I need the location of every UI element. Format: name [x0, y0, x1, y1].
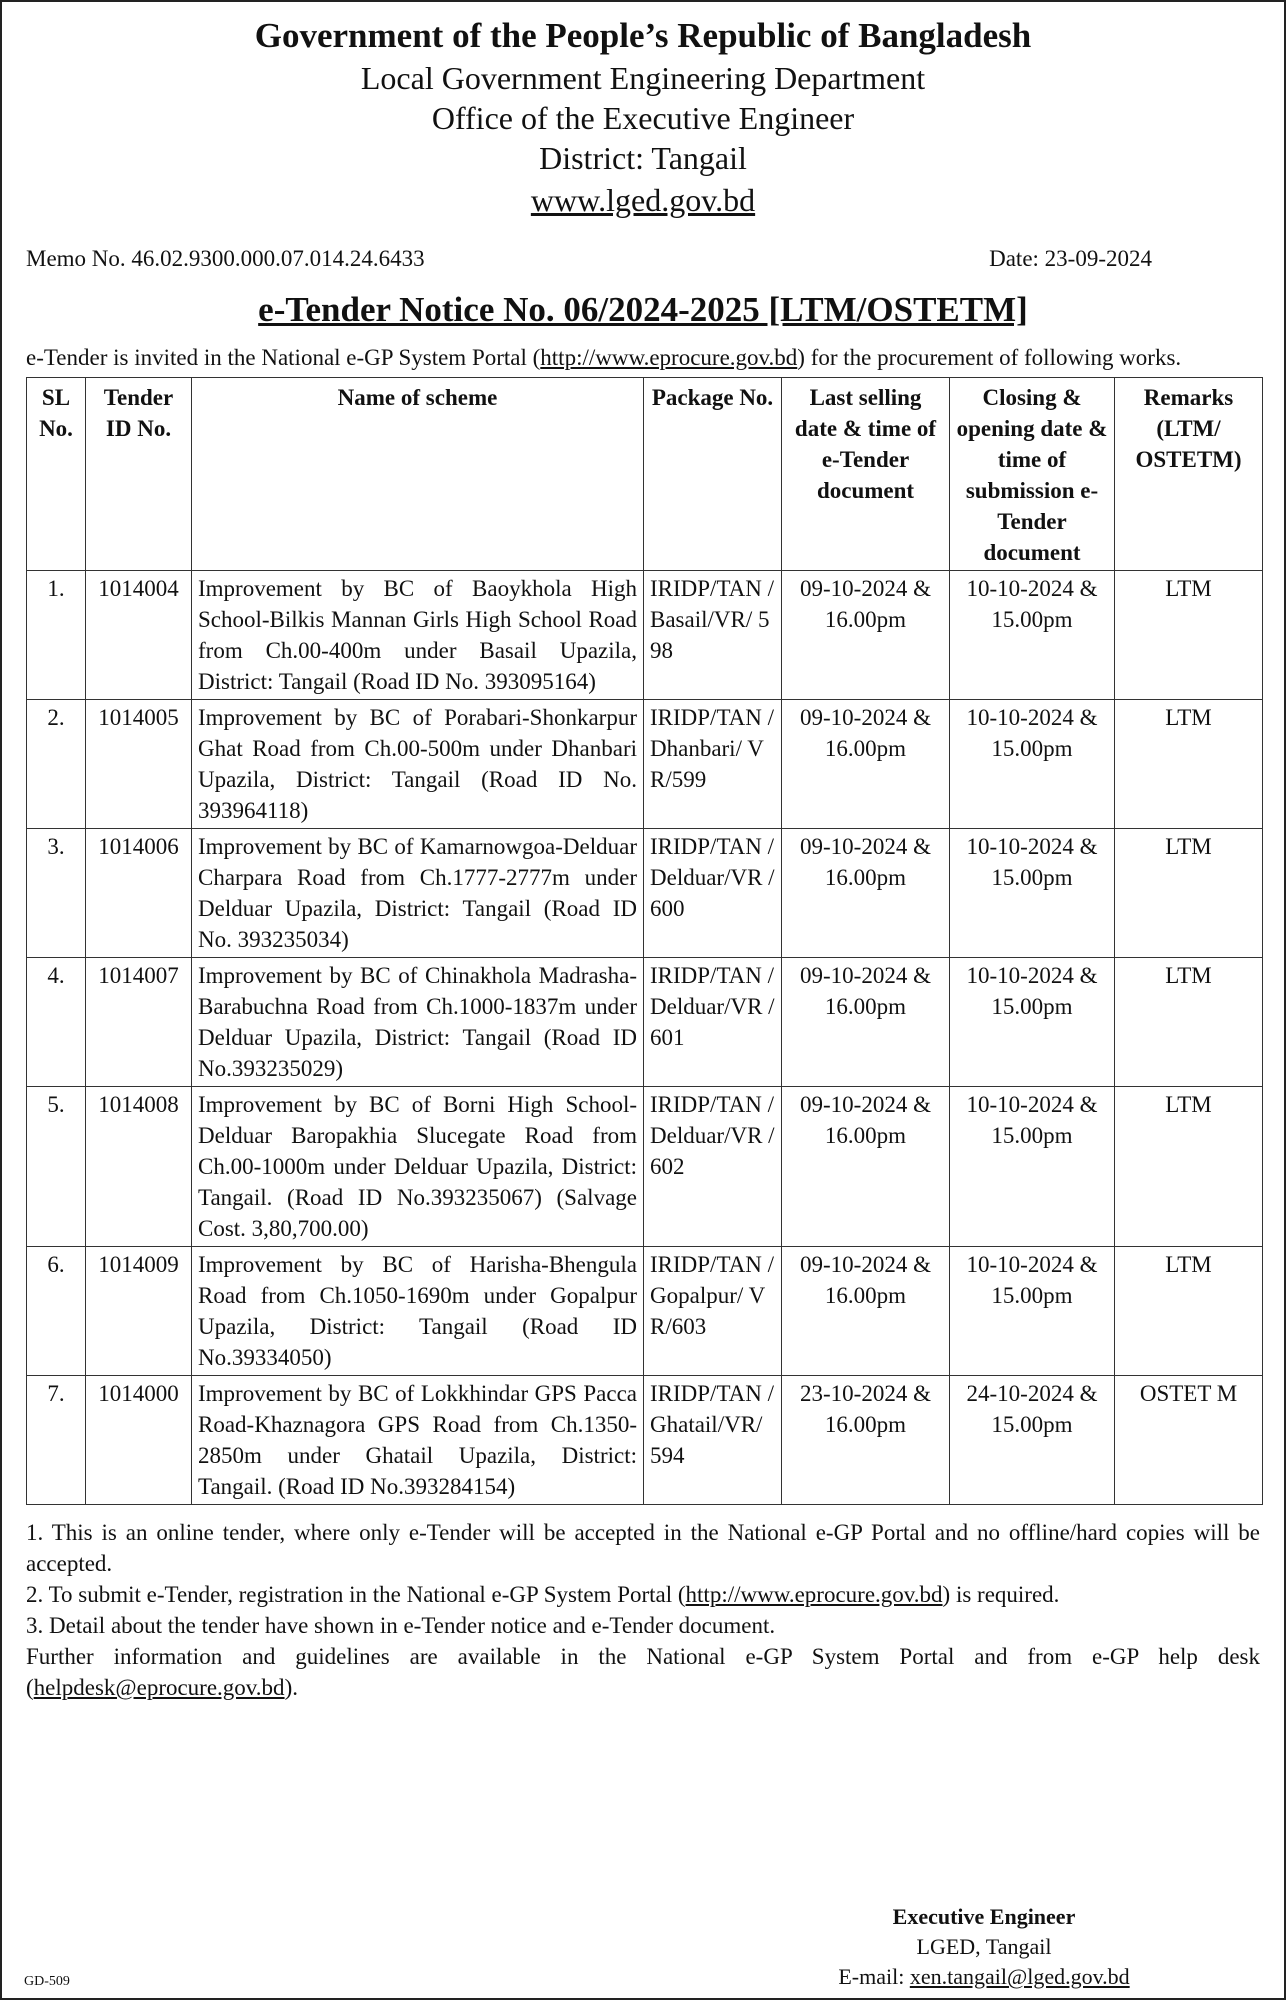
memo-date: Date: 23-09-2024 — [989, 246, 1152, 271]
cell-tender-id: 1014005 — [86, 700, 192, 829]
signatory-email-line — [834, 1962, 1134, 1992]
cell-sl: 3. — [27, 829, 86, 958]
cell-sl: 5. — [27, 1087, 86, 1247]
cell-scheme: Improvement by BC of Harisha-Bhengula Road from Ch.1050-1690m under Gopalpur Upazila, District: Tangail (Road ID No.39334050) — [192, 1247, 644, 1376]
cell-tender-id: 1014006 — [86, 829, 192, 958]
cell-last-selling: 09-10-2024 & 16.00pm — [782, 1247, 950, 1376]
cell-last-selling: 23-10-2024 & 16.00pm — [782, 1376, 950, 1505]
cell-closing: 24-10-2024 & 15.00pm — [950, 1376, 1115, 1505]
notes-section — [26, 1517, 1260, 1703]
note-2-text-before: 2. To submit e-Tender, registration in the National e-GP System Portal ( — [26, 1582, 686, 1607]
memo-number: Memo No. 46.02.9300.000.07.014.24.6433 — [26, 246, 425, 271]
cell-last-selling: 09-10-2024 & 16.00pm — [782, 700, 950, 829]
office-heading: Office of the Executive Engineer — [431, 100, 855, 136]
table-row — [27, 700, 1263, 829]
cell-package: IRIDP/TAN /Delduar/VR /600 — [644, 829, 782, 958]
cell-scheme: Improvement by BC of Porabari-Shonkarpur Ghat Road from Ch.00-500m under Dhanbari Upazila, District: Tangail (Road ID No. 393964118) — [192, 700, 644, 829]
cell-remarks: OSTET M — [1115, 1376, 1263, 1505]
cell-tender-id: 1014008 — [86, 1087, 192, 1247]
further-info-text-before: Further information and guidelines are available in the National e-GP System Portal and from e-GP help desk ( — [26, 1644, 1260, 1700]
website-link[interactable]: www.lged.gov.bd — [530, 182, 756, 218]
memo-row — [26, 244, 1260, 274]
cell-scheme: Improvement by BC of Kamarnowgoa-Delduar Charpara Road from Ch.1777-2777m under Delduar Upazila, District: Tangail (Road ID No. 393235034) — [192, 829, 644, 958]
intro-paragraph — [26, 342, 1260, 373]
cell-scheme: Improvement by BC of Lokkhindar GPS Pacca Road-Khaznagora GPS Road from Ch.1350-2850m under Ghatail Upazila, District: Tangail. (Road ID No.393284154) — [192, 1376, 644, 1505]
header-remarks: Remarks (LTM/ OSTETM) — [1115, 378, 1263, 571]
cell-last-selling: 09-10-2024 & 16.00pm — [782, 571, 950, 700]
table-row — [27, 958, 1263, 1087]
helpdesk-email-link[interactable]: helpdesk@eprocure.gov.bd — [33, 1675, 285, 1700]
cell-scheme: Improvement by BC of Chinakhola Madrasha-Barabuchna Road from Ch.1000-1837m under Delduar Upazila, District: Tangail (Road ID No.393235029) — [192, 958, 644, 1087]
department-heading: Local Government Engineering Department — [360, 60, 926, 96]
table-row — [27, 571, 1263, 700]
signatory-office: LGED, Tangail — [916, 1934, 1052, 1959]
header-tender-id: Tender ID No. — [86, 378, 192, 571]
cell-remarks: LTM — [1115, 1247, 1263, 1376]
cell-sl: 7. — [27, 1376, 86, 1505]
cell-package: IRIDP/TAN /Delduar/VR /601 — [644, 958, 782, 1087]
signature-block — [834, 1902, 1134, 1992]
cell-last-selling: 09-10-2024 & 16.00pm — [782, 1087, 950, 1247]
cell-remarks: LTM — [1115, 829, 1263, 958]
cell-remarks: LTM — [1115, 571, 1263, 700]
eprocure-link[interactable]: http://www.eprocure.gov.bd — [540, 345, 798, 370]
note-3: 3. Detail about the tender have shown in e-Tender notice and e-Tender document. — [26, 1613, 776, 1638]
header-closing: Closing & opening date & time of submission e-Tender document — [950, 378, 1115, 571]
tender-table — [26, 377, 1263, 1505]
header-last-selling: Last selling date & time of e-Tender document — [782, 378, 950, 571]
further-info — [26, 1641, 1260, 1703]
cell-package: IRIDP/TAN /Dhanbari/ VR/599 — [644, 700, 782, 829]
note-2-text-after: ) is required. — [942, 1582, 1060, 1607]
further-info-text-after: ). — [284, 1675, 298, 1700]
cell-tender-id: 1014000 — [86, 1376, 192, 1505]
cell-closing: 10-10-2024 & 15.00pm — [950, 829, 1115, 958]
cell-package: IRIDP/TAN /Ghatail/VR/ 594 — [644, 1376, 782, 1505]
cell-remarks: LTM — [1115, 700, 1263, 829]
email-label: E-mail: — [838, 1964, 910, 1989]
cell-package: IRIDP/TAN /Gopalpur/ VR/603 — [644, 1247, 782, 1376]
signatory-title: Executive Engineer — [892, 1904, 1076, 1929]
cell-scheme: Improvement by BC of Borni High School-Delduar Baropakhia Slucegate Road from Ch.00-1000m under Delduar Upazila, District: Tangail. (Road ID No.393235067) (Salvage Cost. 3,80,700.00) — [192, 1087, 644, 1247]
footer-code: GD-509 — [24, 1974, 70, 1989]
cell-sl: 6. — [27, 1247, 86, 1376]
notice-title: e-Tender Notice No. 06/2024-2025 [LTM/OSTETM] — [258, 290, 1028, 329]
cell-scheme: Improvement by BC of Baoykhola High School-Bilkis Mannan Girls High School Road from Ch.00-400m under Basail Upazila, District: Tangail (Road ID No. 393095164) — [192, 571, 644, 700]
table-row — [27, 1376, 1263, 1505]
cell-last-selling: 09-10-2024 & 16.00pm — [782, 829, 950, 958]
note-1: 1. This is an online tender, where only e-Tender will be accepted in the National e-GP Portal and no offline/hard copies will be accepted. — [26, 1520, 1260, 1576]
intro-text-after: ) for the procurement of following works. — [797, 345, 1182, 370]
cell-tender-id: 1014007 — [86, 958, 192, 1087]
cell-remarks: LTM — [1115, 1087, 1263, 1247]
cell-remarks: LTM — [1115, 958, 1263, 1087]
district-heading: District: Tangail — [539, 140, 747, 176]
signatory-email-link[interactable]: xen.tangail@lged.gov.bd — [909, 1964, 1130, 1989]
cell-tender-id: 1014009 — [86, 1247, 192, 1376]
cell-sl: 1. — [27, 571, 86, 700]
table-row — [27, 1087, 1263, 1247]
cell-package: IRIDP/TAN /Basail/VR/ 598 — [644, 571, 782, 700]
cell-closing: 10-10-2024 & 15.00pm — [950, 571, 1115, 700]
table-row — [27, 1247, 1263, 1376]
cell-sl: 2. — [27, 700, 86, 829]
header-scheme: Name of scheme — [192, 378, 644, 571]
cell-closing: 10-10-2024 & 15.00pm — [950, 700, 1115, 829]
intro-text-before: e-Tender is invited in the National e-GP System Portal ( — [26, 345, 541, 370]
cell-last-selling: 09-10-2024 & 16.00pm — [782, 958, 950, 1087]
cell-closing: 10-10-2024 & 15.00pm — [950, 958, 1115, 1087]
cell-package: IRIDP/TAN /Delduar/VR /602 — [644, 1087, 782, 1247]
cell-closing: 10-10-2024 & 15.00pm — [950, 1247, 1115, 1376]
table-row — [27, 829, 1263, 958]
cell-sl: 4. — [27, 958, 86, 1087]
header-sl: SL No. — [27, 378, 86, 571]
note-2 — [26, 1579, 1260, 1610]
header-package: Package No. — [644, 378, 782, 571]
cell-closing: 10-10-2024 & 15.00pm — [950, 1087, 1115, 1247]
government-heading: Government of the People’s Republic of Bangladesh — [254, 16, 1032, 55]
table-header-row — [27, 378, 1263, 571]
cell-tender-id: 1014004 — [86, 571, 192, 700]
note-2-eprocure-link[interactable]: http://www.eprocure.gov.bd — [685, 1582, 943, 1607]
